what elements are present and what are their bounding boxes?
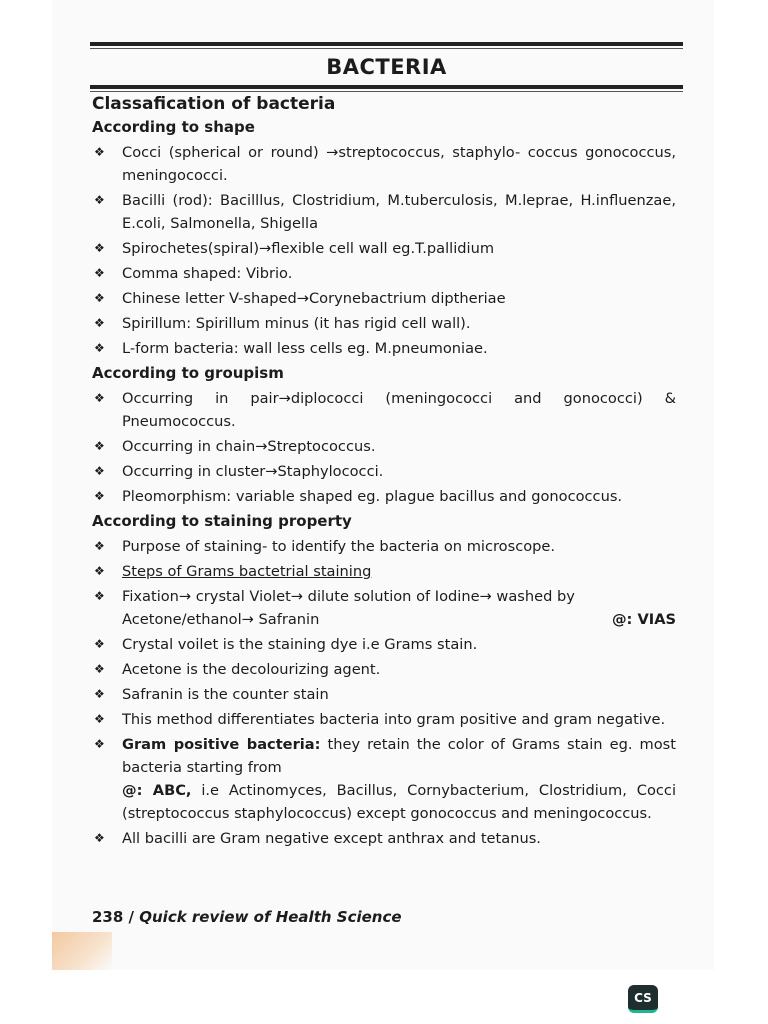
page-number: 238 / bbox=[92, 908, 135, 926]
page-corner-shadow bbox=[52, 932, 112, 970]
diamond-bullet-icon: ❖ bbox=[94, 193, 105, 207]
page-footer bbox=[92, 908, 402, 926]
list-item: ❖ Occurring in chain→Streptococcus. bbox=[92, 435, 676, 458]
page-title: BACTERIA bbox=[326, 55, 447, 79]
list-item: ❖ Purpose of staining- to identify the bacteria on microscope. bbox=[92, 535, 676, 558]
steps-line-1: Fixation→ crystal Violet→ dilute solution of Iodine→ washed by bbox=[122, 588, 575, 605]
diamond-bullet-icon: ❖ bbox=[94, 737, 105, 751]
diamond-bullet-icon: ❖ bbox=[94, 564, 105, 578]
diamond-bullet-icon: ❖ bbox=[94, 539, 105, 553]
steps-line-2-text: Acetone/ethanol→ Safranin bbox=[122, 611, 320, 628]
list-item bbox=[92, 585, 676, 631]
document-body bbox=[92, 92, 676, 852]
steps-heading: Steps of Grams bactetrial staining bbox=[122, 563, 372, 580]
title-rule-top bbox=[90, 42, 683, 46]
title-rule-top-thin bbox=[90, 48, 683, 49]
gram-positive-label: Gram positive bacteria: bbox=[122, 736, 321, 753]
list-item: ❖ Safranin is the counter stain bbox=[92, 683, 676, 706]
diamond-bullet-icon: ❖ bbox=[94, 464, 105, 478]
shape-heading: According to shape bbox=[92, 118, 255, 136]
title-rule-bottom bbox=[90, 85, 683, 89]
diamond-bullet-icon: ❖ bbox=[94, 662, 105, 676]
diamond-bullet-icon: ❖ bbox=[94, 831, 105, 845]
book-title: Quick review of Health Science bbox=[139, 908, 402, 926]
list-item: ❖ Chinese letter V-shaped→Corynebactrium diptheriae bbox=[92, 287, 676, 310]
diamond-bullet-icon: ❖ bbox=[94, 637, 105, 651]
list-item: ❖ Cocci (spherical or round) →streptococcus, staphylo- coccus gonococcus, meningococci. bbox=[92, 141, 676, 187]
list-item: ❖ Crystal voilet is the staining dye i.e Grams stain. bbox=[92, 633, 676, 656]
diamond-bullet-icon: ❖ bbox=[94, 291, 105, 305]
abc-text: i.e Actinomyces, Bacillus, Cornybacterium, Clostridium, Cocci (streptococcus staphylococcus) except gonococcus and meningococcus. bbox=[122, 782, 677, 822]
diamond-bullet-icon: ❖ bbox=[94, 241, 105, 255]
diamond-bullet-icon: ❖ bbox=[94, 589, 105, 603]
list-item: ❖ L-form bacteria: wall less cells eg. M.pneumoniae. bbox=[92, 337, 676, 360]
list-item: ❖ All bacilli are Gram negative except anthrax and tetanus. bbox=[92, 827, 676, 850]
list-item: ❖ This method differentiates bacteria into gram positive and gram negative. bbox=[92, 708, 676, 731]
list-item bbox=[92, 733, 676, 825]
list-item: ❖ Occurring in cluster→Staphylococci. bbox=[92, 460, 676, 483]
list-item: ❖ Acetone is the decolourizing agent. bbox=[92, 658, 676, 681]
steps-mnemonic: @: VIAS bbox=[611, 611, 676, 628]
list-item: ❖ Comma shaped: Vibrio. bbox=[92, 262, 676, 285]
gram-positive-text: they retain the color of Grams stain eg. most bacteria starting from bbox=[122, 736, 676, 776]
abc-mnemonic: @: ABC, bbox=[122, 782, 192, 799]
diamond-bullet-icon: ❖ bbox=[94, 489, 105, 503]
diamond-bullet-icon: ❖ bbox=[94, 712, 105, 726]
diamond-bullet-icon: ❖ bbox=[94, 391, 105, 405]
diamond-bullet-icon: ❖ bbox=[94, 439, 105, 453]
list-item: ❖ Pleomorphism: variable shaped eg. plague bacillus and gonococcus. bbox=[92, 485, 676, 508]
steps-line-2 bbox=[122, 608, 676, 631]
diamond-bullet-icon: ❖ bbox=[94, 266, 105, 280]
list-item: ❖ Bacilli (rod): Bacilllus, Clostridium, M.tuberculosis, M.leprae, H.influenzae, E.coli, Salmonella, Shigella bbox=[92, 189, 676, 235]
diamond-bullet-icon: ❖ bbox=[94, 145, 105, 159]
diamond-bullet-icon: ❖ bbox=[94, 687, 105, 701]
list-item: ❖ Spirillum: Spirillum minus (it has rigid cell wall). bbox=[92, 312, 676, 335]
diamond-bullet-icon: ❖ bbox=[94, 316, 105, 330]
groupism-heading: According to groupism bbox=[92, 364, 284, 382]
staining-heading: According to staining property bbox=[92, 512, 352, 530]
diamond-bullet-icon: ❖ bbox=[94, 341, 105, 355]
camscanner-logo-icon: CS bbox=[628, 985, 658, 1013]
list-item: ❖ Spirochetes(spiral)→flexible cell wall eg.T.pallidium bbox=[92, 237, 676, 260]
list-item bbox=[92, 560, 676, 583]
list-item: ❖ Occurring in pair→diplococci (meningococci and gonococci) & Pneumococcus. bbox=[92, 387, 676, 433]
section-heading: Classafication of bacteria bbox=[92, 94, 336, 114]
